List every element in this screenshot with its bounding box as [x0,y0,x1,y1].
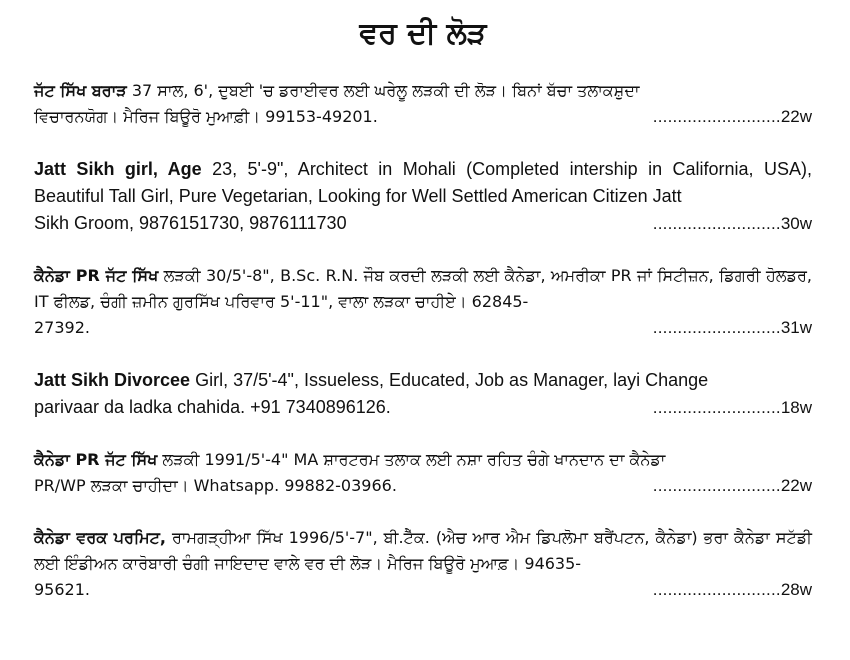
classified-ad-1 [34,78,812,130]
ad-rate [653,315,812,341]
ad-rate-value: 28w [780,580,812,599]
ad-body: ਲੜਕੀ 1991/5'-4" MA ਸ਼ਾਰਟਰਮ ਤਲਾਕ ਲਈ ਨਸ਼ਾ ਰਹਿਤ ਚੰਗੇ ਖਾਨਦਾਨ ਦਾ ਕੈਨੇਡਾ [157,450,666,469]
ad-rate-value: 22w [780,107,812,126]
classified-ad-2 [34,156,812,237]
ad-leader-dots: .......................... [652,580,781,599]
ad-leader-dots: .......................... [652,318,781,337]
classified-ad-3 [34,263,812,341]
ad-lead: ਕੈਨੇਡਾ ਵਰਕ ਪਰਮਿਟ, [34,528,166,547]
ad-body: ਲੜਕੀ 30/5'-8", B.Sc. R.N. ਜੌਬ ਕਰਦੀ ਲੜਕੀ ਲਈ ਕੈਨੇਡਾ, ਅਮਰੀਕਾ PR ਜਾਂ ਸਿਟੀਜ਼ਨ, ਡਿਗਰੀ ਹੋਲਡਰ, IT ਫੀਲਡ, ਚੰਗੀ ਜ਼ਮੀਨ ਗੁਰਸਿੱਖ ਪਰਿਵਾਰ 5'-11", ਵਾਲਾ ਲੜਕਾ ਚਾਹੀਏ। 62845- [34,266,812,311]
ad-leader-dots: .......................... [652,476,781,495]
ad-contact: ਵਿਚਾਰਨਯੋਗ। ਮੈਰਿਜ ਬਿਊਰੋ ਮੁਆਫ਼ੀ। 99153-49201. [34,107,378,126]
ad-leader-dots: .......................... [652,107,781,126]
ad-rate [653,473,812,499]
ad-contact: parivaar da ladka chahida. +91 7340896126. [34,397,391,417]
ad-body: 37 ਸਾਲ, 6', ਦੁਬਈ 'ਚ ਡਰਾਈਵਰ ਲਈ ਘਰੇਲੂ ਲੜਕੀ ਦੀ ਲੋੜ। ਬਿਨਾਂ ਬੱਚਾ ਤਲਾਕਸ਼ੁਦਾ [126,81,640,100]
ad-lead: ਕੈਨੇਡਾ PR ਜੱਟ ਸਿੱਖ [34,266,159,285]
classified-ad-6 [34,525,812,603]
ad-rate [653,577,812,603]
ad-leader-dots: .......................... [652,398,781,417]
ad-body: ਰਾਮਗੜ੍ਹੀਆ ਸਿੱਖ 1996/5'-7", ਬੀ.ਟੈੱਕ. (ਐਚ ਆਰ ਐਮ ਡਿਪਲੋਮਾ ਬਰੈਂਪਟਨ, ਕੈਨੇਡਾ) ਭਰਾ ਕੈਨੇਡਾ ਸਟੱਡੀ ਲਈ ਇੰਡੀਅਨ ਕਾਰੋਬਾਰੀ ਚੰਗੀ ਜਾਇਦਾਦ ਵਾਲੇ ਵਰ ਦੀ ਲੋੜ। ਮੈਰਿਜ ਬਿਊਰੋ ਮੁਆਫ਼। 94635- [34,528,812,573]
ad-body: 23, 5'-9", Architect in Mohali (Completed intership in California, USA), Beautiful Tall Girl, Pure Vegetarian, Looking for Well Settled American Citizen Jatt [34,159,812,206]
ad-last-line [34,577,812,603]
ad-last-line [34,473,812,499]
ad-rate [653,104,812,130]
ad-last-line [34,394,812,421]
ad-rate-value: 30w [780,214,812,233]
ad-lead: Jatt Sikh girl, Age [34,159,202,179]
ad-last-line [34,104,812,130]
ad-contact: 95621. [34,580,90,599]
ad-rate [653,394,812,421]
ad-contact: PR/WP ਲੜਕਾ ਚਾਹੀਦਾ। Whatsapp. 99882-03966. [34,476,397,495]
ad-lead: ਜੱਟ ਸਿੱਖ ਬਰਾੜ [34,81,127,100]
ad-rate-value: 31w [780,318,812,337]
ad-contact: Sikh Groom, 9876151730, 9876111730 [34,213,347,233]
page-title: ਵਰ ਦੀ ਲੋੜ [359,16,487,51]
ad-leader-dots: .......................... [652,214,781,233]
ad-lead: ਕੈਨੇਡਾ PR ਜੱਟ ਸਿੱਖ [34,450,158,469]
classified-ad-4 [34,367,812,421]
ad-lead: Jatt Sikh Divorcee [34,370,191,390]
ad-body: Girl, 37/5'-4", Issueless, Educated, Job as Manager, layi Change [190,370,709,390]
classified-ad-5 [34,447,812,499]
ad-rate-value: 18w [780,398,812,417]
ad-rate [653,210,812,237]
ad-last-line [34,315,812,341]
ad-contact: 27392. [34,318,90,337]
ad-last-line [34,210,812,237]
ad-rate-value: 22w [780,476,812,495]
